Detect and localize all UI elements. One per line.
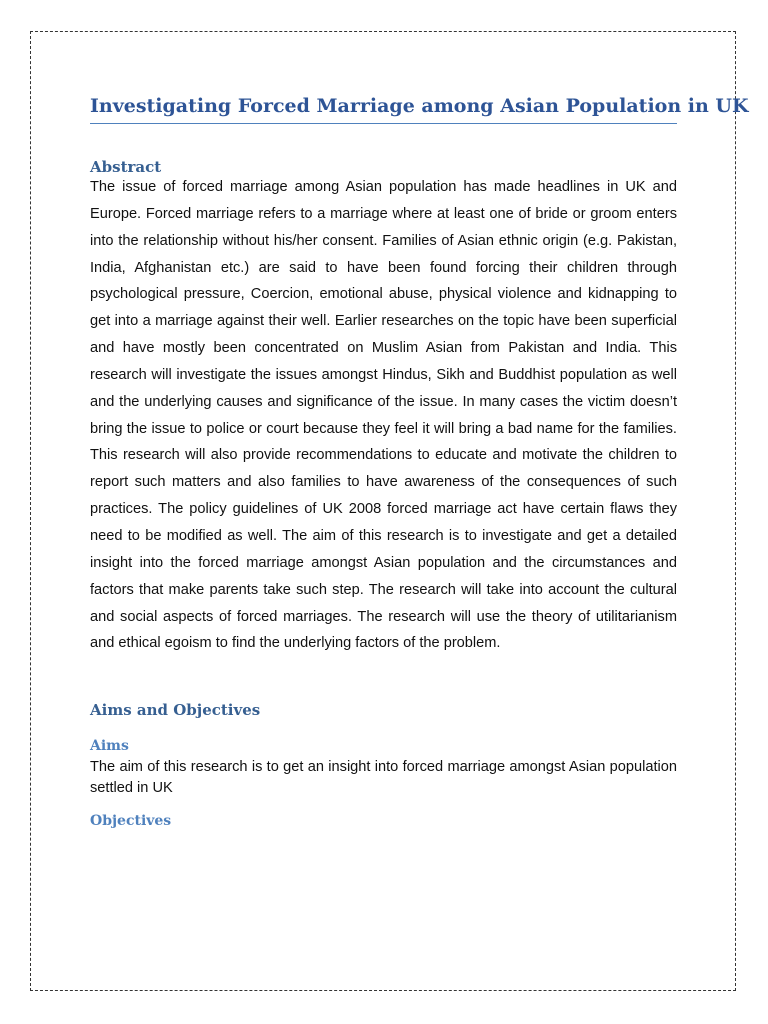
abstract-paragraph: The issue of forced marriage among Asian population has made headlines in UK and Europe. Forced marriage refers to a marriage where at least one of bride or groom enters into the relationship without his/her consent. Families of Asian ethnic origin (e.g. Pakistan, India, Afghanistan etc.) are said to have been found forcing their children through psychological pressure, Coercion, emotional abuse, physical violence and kidnapping to get into a marriage against their well. Earlier researches on the topic have been superficial and have mostly been concentrated on Muslim Asian from Pakistan and India. This research will investigate the issues amongst Hindus, Sikh and Buddhist population as well and the underlying causes and significance of the issue. In many cases the victim doesn’t bring the issue to police or court because they feel it will bring a bad name for the families. This research will also provide recommendations to educate and motivate the children to report such matters and also families to have awareness of the consequences of such practices. The policy guidelines of UK 2008 forced marriage act have certain flaws they need to be modified as well. The aim of this research is to investigate and get a detailed insight into the forced marriage amongst Asian population and the circumstances and factors that make parents take such step. The research will take into account the cultural and social aspects of forced marriages. The research will use the theory of utilitarianism and ethical egoism to find the underlying factors of the problem. — [90, 179, 677, 652]
document-content — [90, 93, 749, 831]
aims-paragraph: The aim of this research is to get an insight into forced marriage amongst Asian population settled in UK — [90, 759, 677, 797]
aims-and-objectives-heading: Aims and Objectives — [90, 701, 261, 720]
abstract-heading: Abstract — [90, 158, 162, 176]
objectives-heading: Objectives — [90, 813, 172, 830]
aims-heading: Aims — [90, 738, 129, 755]
document-title: Investigating Forced Marriage among Asian Population in UK — [90, 93, 677, 124]
